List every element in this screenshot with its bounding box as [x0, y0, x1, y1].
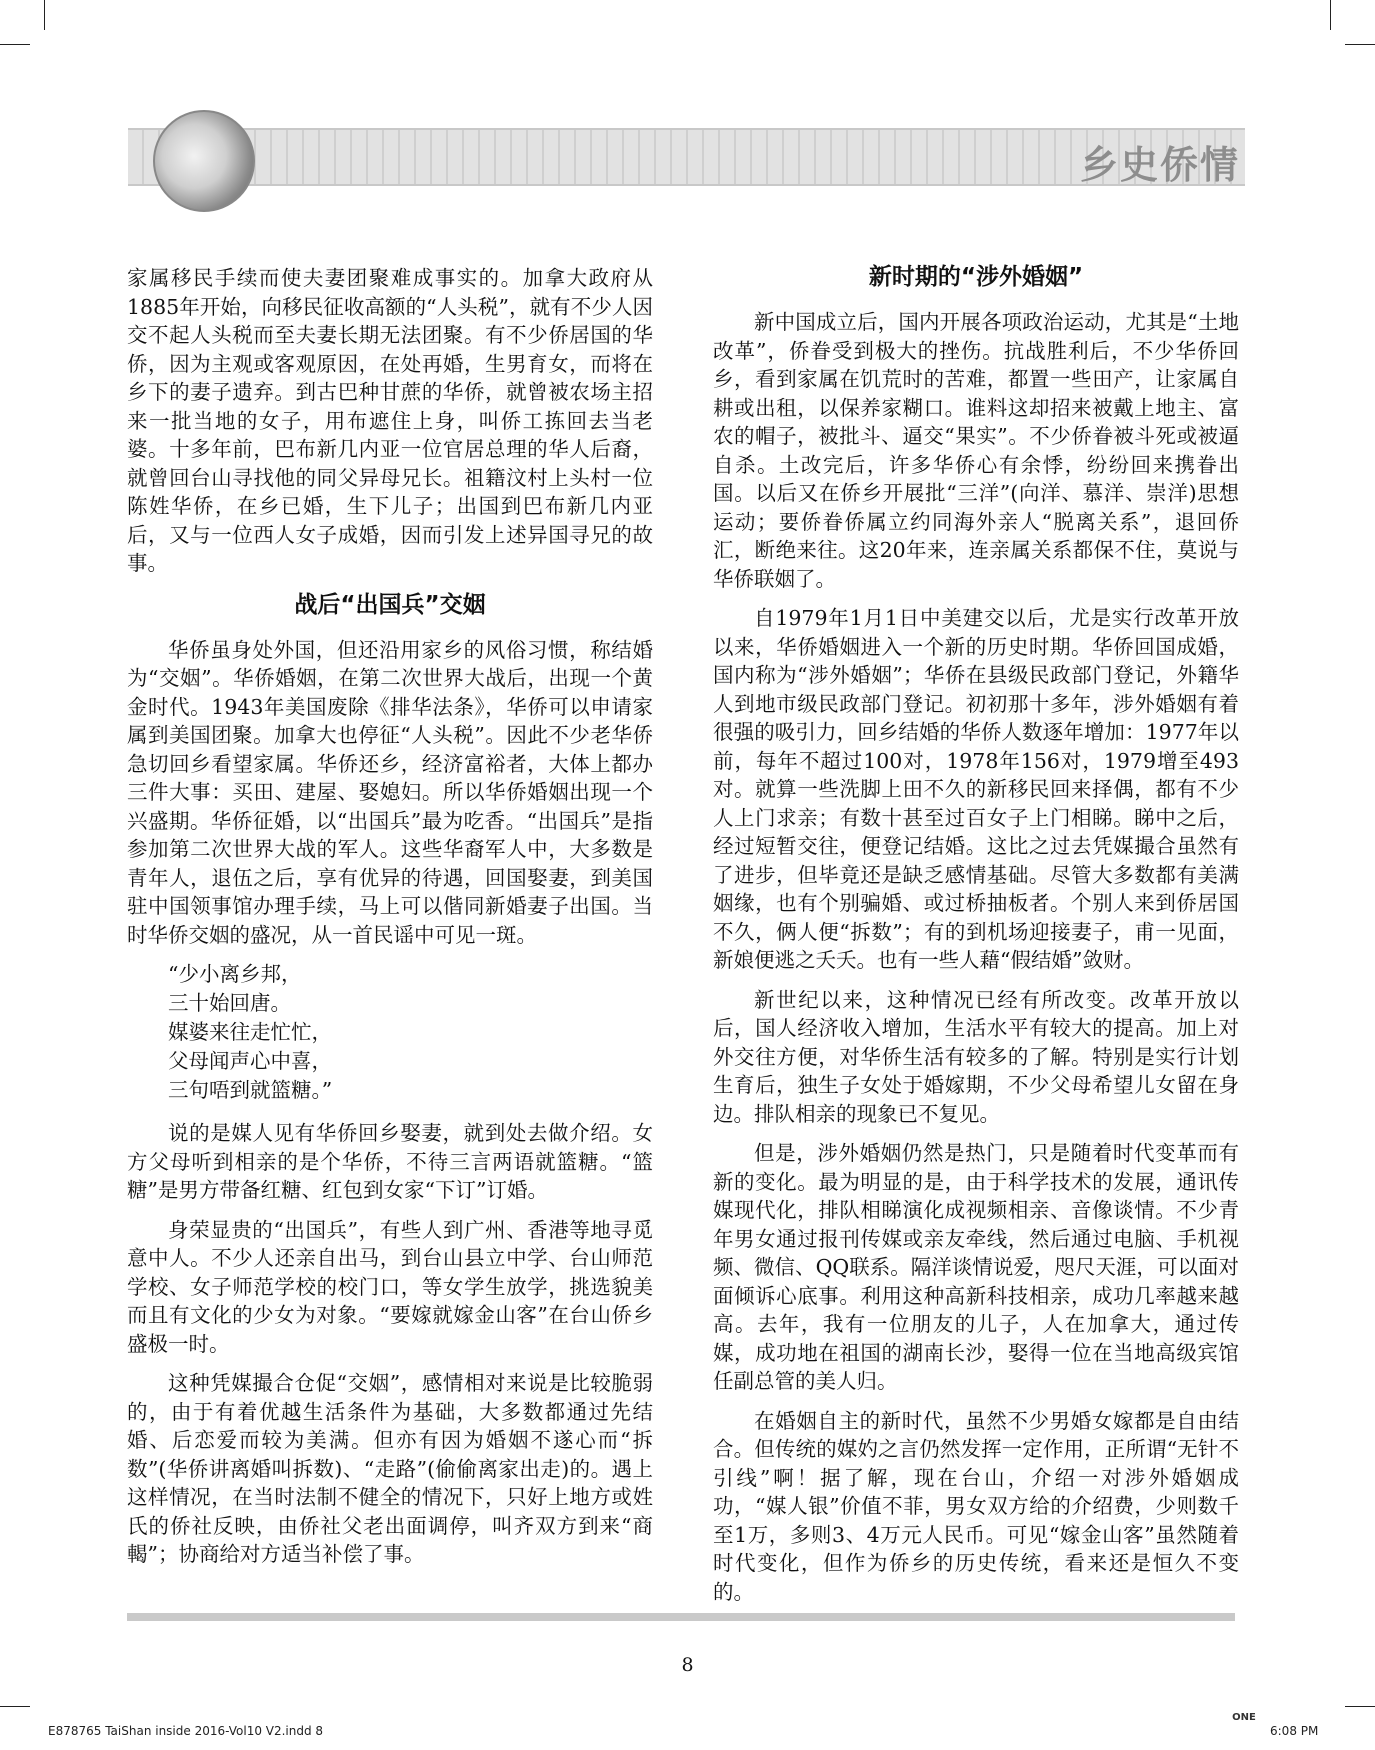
- right-column: [713, 262, 1239, 1617]
- paragraph: 华侨虽身处外国，但还沿用家乡的风俗习惯，称结婚为“交姻”。华侨婚姻，在第二次世界大战后，出现一个黄金时代。1943年美国废除《排华法条》，华侨可以申请家属到美国团聚。加拿大也停征“人头税”。因此不少老华侨急切回乡看望家属。华侨还乡，经济富裕者，大体上都办三件大事：买田、建屋、娶媳妇。所以华侨婚姻出现一个兴盛期。华侨征婚，以“出国兵”最为吃香。“出国兵”是指参加第二次世界大战的军人。这些华裔军人中，大多数是青年人，退伍之后，享有优异的待遇，回国娶妻，到美国驻中国领事馆办理手续，马上可以偕同新婚妻子出国。当时华侨交姻的盛况，从一首民谣中可见一斑。: [127, 637, 653, 947]
- header-banner: [128, 128, 1245, 186]
- folk-rhyme: [168, 960, 653, 1105]
- left-column: [127, 264, 653, 1580]
- crop-mark: [44, 0, 45, 30]
- paragraph: 这种凭媒撮合仓促“交姻”，感情相对来说是比较脆弱的，由于有着优越生活条件为基础，大多数都通过先结婚、后恋爱而较为美满。但亦有因为婚姻不遂心而“拆数”(华侨讲离婚叫拆数)、“走路”(偷偷离家出走)的。遇上这样情况，在当时法制不健全的情况下，只好上地方或姓氏的侨社反映，由侨社父老出面调停，叫齐双方到来“商輵”；协商给对方适当补偿了事。: [127, 1371, 653, 1566]
- paragraph: 说的是媒人见有华侨回乡娶妻，就到处去做介绍。女方父母听到相亲的是个华侨，不待三言两语就篮糖。“篮糖”是男方带备红糖、红包到女家“下订”订婚。: [127, 1121, 653, 1202]
- paragraph: 身荣显贵的“出国兵”，有些人到广州、香港等地寻觅意中人。不少人还亲自出马，到台山县立中学、台山师范学校、女子师范学校的校门口，等女学生放学，挑选貌美而且有文化的少女为对象。“要嫁就嫁金山客”在台山侨乡盛极一时。: [127, 1217, 653, 1356]
- poem-line: 三十始回唐。: [168, 991, 291, 1015]
- article-heading: 战后“出国兵”交姻: [294, 591, 486, 618]
- section-title: 乡史侨情: [1079, 143, 1240, 187]
- print-time: 6:08 PM: [1270, 1724, 1319, 1738]
- footer-rule: [127, 1613, 1235, 1621]
- print-slug: E878765 TaiShan inside 2016-Vol10 V2.indd 8: [48, 1724, 324, 1738]
- paragraph: 新世纪以来，这种情况已经有所改变。改革开放以后，国人经济收入增加，生活水平有较大的提高。加上对外交往方便，对华侨生活有较多的了解。特别是实行计划生育后，独生子女处于婚嫁期，不少父母希望儿女留在身边。排队相亲的现象已不复见。: [713, 987, 1239, 1126]
- paragraph: 但是，涉外婚姻仍然是热门，只是随着时代变革而有新的变化。最为明显的是，由于科学技术的发展，通讯传媒现代化，排队相睇演化成视频相亲、音像谈情。不少青年男女通过报刊传媒或亲友牵线，然后通过电脑、手机视频、微信、QQ联系。隔洋谈情说爱，咫尺天涯，可以面对面倾诉心底事。利用这种高新科技相亲，成功几率越来越高。去年，我有一位朋友的儿子，人在加拿大，通过传媒，成功地在祖国的湖南长沙，娶得一位在当地高级宾馆任副总管的美人归。: [713, 1141, 1239, 1393]
- poem-line: 父母闻声心中喜，: [168, 1049, 332, 1073]
- crop-mark: [1345, 1706, 1375, 1707]
- paragraph: 新中国成立后，国内开展各项政治运动，尤其是“土地改革”，侨眷受到极大的挫伤。抗战胜利后，不少华侨回乡，看到家属在饥荒时的苦难，都置一些田产，让家属自耕或出租，以保养家糊口。谁料这却招来被戴上地主、富农的帽子，被批斗、逼交“果实”。不少侨眷被斗死或被逼自杀。土改完后，许多华侨心有余悸，纷纷回来携眷出国。以后又在侨乡开展批“三洋”(向洋、慕洋、崇洋)思想运动；要侨眷侨属立约同海外亲人“脱离关系”，退回侨汇，断绝来往。这20年来，连亲属关系都保不住，莫说与华侨联姻了。: [713, 310, 1239, 591]
- poem-line: “少小离乡邦，: [168, 962, 302, 986]
- landscape-medallion-icon: [153, 110, 255, 212]
- paragraph: 自1979年1月1日中美建交以后，尤是实行改革开放以来，华侨婚姻进入一个新的历史时期。华侨回国成婚，国内称为“涉外婚姻”；华侨在县级民政部门登记，外籍华人到地市级民政部门登记。初初那十多年，涉外婚姻有着很强的吸引力，回乡结婚的华侨人数逐年增加：1977年以前，每年不超过100对，1978年156对，1979增至493对。就算一些洗脚上田不久的新移民回来择偶，都有不少人上门求亲；有数十甚至过百女子上门相睇。睇中之后，经过短暂交往，便登记结婚。这比之过去凭媒撮合虽然有了进步，但毕竟还是缺乏感情基础。尽管大多数都有美满姻缘，也有个别骗婚、或过桥抽板者。个别人来到侨居国不久，俩人便“拆数”；有的到机场迎接妻子，甫一见面，新娘便逃之夭夭。也有一些人藉“假结婚”敛财。: [713, 606, 1239, 972]
- watermark-logo-icon: ONE: [1232, 1712, 1256, 1723]
- poem-line: 三句唔到就篮糖。”: [168, 1078, 333, 1102]
- crop-mark: [1345, 44, 1375, 45]
- crop-mark: [1330, 0, 1331, 30]
- poem-line: 媒婆来往走忙忙，: [168, 1020, 332, 1044]
- article-heading: 新时期的“涉外婚姻”: [868, 264, 1084, 290]
- crop-mark: [0, 44, 30, 45]
- paragraph: 家属移民手续而使夫妻团聚难成事实的。加拿大政府从1885年开始，向移民征收高额的“人头税”，就有不少人因交不起人头税而至夫妻长期无法团聚。有不少侨居国的华侨，因为主观或客观原因，在处再婚，生男育女，而将在乡下的妻子遗弃。到古巴种甘蔗的华侨，就曾被农场主招来一批当地的女子，用布遮住上身，叫侨工拣回去当老婆。十多年前，巴布新几内亚一位官居总理的华人后裔，就曾回台山寻找他的同父异母兄长。祖籍汶村上头村一位陈姓华侨，在乡已婚，生下儿子；出国到巴布新几内亚后，又与一位西人女子成婚，因而引发上述异国寻兄的故事。: [127, 266, 653, 575]
- page-number: 8: [681, 1654, 694, 1676]
- crop-mark: [0, 1706, 30, 1707]
- paragraph: 在婚姻自主的新时代，虽然不少男婚女嫁都是自由结合。但传统的媒妁之言仍然发挥一定作用，正所谓“无针不引线”啊！据了解，现在台山，介绍一对涉外婚姻成功，“媒人银”价值不菲，男女双方给的介绍费，少则数千至1万，多则3、4万元人民币。可见“嫁金山客”虽然随着时代变化，但作为侨乡的历史传统，看来还是恒久不变的。: [713, 1408, 1239, 1604]
